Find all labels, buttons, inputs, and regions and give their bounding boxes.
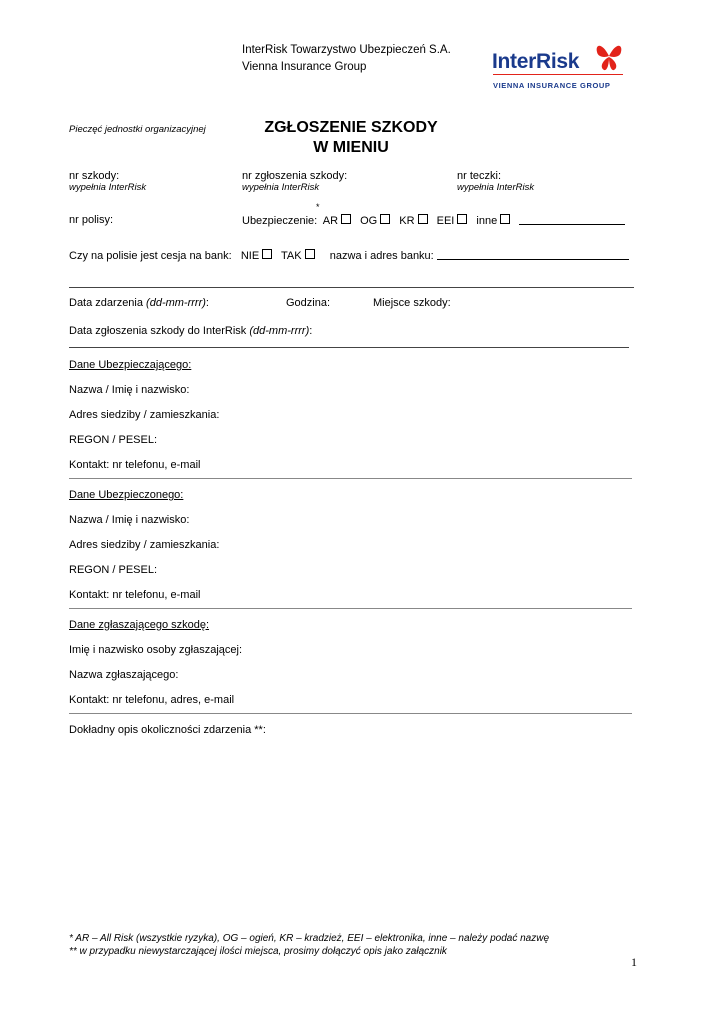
footnote-types: * AR – All Risk (wszystkie ryzyka), OG – ogień, KR – kradzież, EEI – elektronika, inne – należy podać nazwę [69, 933, 550, 944]
company-name: InterRisk Towarzystwo Ubezpieczeń S.A. [242, 44, 451, 56]
report-date-colon: : [309, 325, 313, 337]
option-eei-checkbox[interactable] [457, 214, 467, 224]
insurer-contact-label: Kontakt: nr telefonu, e-mail [69, 459, 201, 471]
folder-number-note: wypełnia InterRisk [457, 182, 535, 193]
option-other-checkbox[interactable] [500, 214, 510, 224]
report-number-label: nr zgłoszenia szkody: [242, 170, 348, 182]
claim-number-note: wypełnia InterRisk [69, 182, 147, 193]
option-ar-checkbox[interactable] [341, 214, 351, 224]
event-date-colon: : [205, 297, 209, 309]
event-time-label: Godzina: [286, 297, 331, 309]
insurer-address-label: Adres siedziby / zamieszkania: [69, 409, 220, 421]
option-kr-checkbox[interactable] [418, 214, 428, 224]
report-date-label [69, 325, 312, 337]
insured-heading: Dane Ubezpieczonego: [69, 489, 184, 501]
butterfly-logo-icon [594, 40, 624, 72]
insurance-type-row [242, 214, 625, 227]
event-place-label: Miejsce szkody: [373, 297, 451, 309]
form-title [220, 118, 482, 158]
reporter-contact-label: Kontakt: nr telefonu, adres, e-mail [69, 694, 235, 706]
option-other-field[interactable] [519, 224, 625, 225]
company-group: Vienna Insurance Group [242, 61, 367, 73]
logo-wordmark: InterRisk [492, 50, 580, 73]
insured-regon-label: REGON / PESEL: [69, 564, 158, 576]
divider-line [69, 608, 632, 609]
claim-number-label: nr szkody: [69, 170, 120, 182]
event-date-format: (dd-mm-rrrr) [146, 297, 206, 309]
cession-yes-checkbox[interactable] [305, 249, 315, 259]
cession-no-label: NIE [240, 250, 260, 262]
cession-yes-label: TAK [281, 250, 302, 262]
cession-question: Czy na polisie jest cesja na bank: [69, 250, 232, 262]
report-date-text: Data zgłoszenia szkody do InterRisk [69, 325, 250, 337]
bank-label: nazwa i adres banku: [329, 250, 434, 262]
logo-subtitle: VIENNA INSURANCE GROUP [493, 81, 611, 90]
description-label: Dokładny opis okoliczności zdarzenia **: [69, 724, 266, 736]
policy-number-label: nr polisy: [69, 214, 114, 226]
insured-address-label: Adres siedziby / zamieszkania: [69, 539, 220, 551]
asterisk-mark: * [316, 202, 320, 212]
divider-line [69, 347, 629, 348]
option-ar-label: AR [322, 215, 339, 227]
divider-line [69, 713, 632, 714]
bank-field[interactable] [437, 259, 629, 260]
insurance-type-label: Ubezpieczenie: [242, 215, 318, 227]
insured-name-label: Nazwa / Imię i nazwisko: [69, 514, 190, 526]
insured-contact-label: Kontakt: nr telefonu, e-mail [69, 589, 201, 601]
insurer-heading: Dane Ubezpieczającego: [69, 359, 192, 371]
company-logo [492, 40, 626, 92]
cession-no-checkbox[interactable] [262, 249, 272, 259]
page-number: 1 [631, 955, 637, 969]
divider-line [69, 287, 634, 288]
report-date-format: (dd-mm-rrrr) [249, 325, 310, 337]
form-title-line1: ZGŁOSZENIE SZKODY [264, 119, 438, 136]
option-other-label: inne [476, 215, 498, 227]
insurer-regon-label: REGON / PESEL: [69, 434, 158, 446]
event-date-label [69, 297, 209, 309]
footnote-attachment: ** w przypadku niewystarczającej ilości miejsca, prosimy dołączyć opis jako załącznik [69, 946, 447, 957]
logo-divider [493, 74, 623, 75]
option-eei-label: EEI [436, 215, 455, 227]
option-kr-label: KR [399, 215, 415, 227]
option-og-checkbox[interactable] [380, 214, 390, 224]
reporter-heading: Dane zgłaszającego szkodę: [69, 619, 210, 631]
reporter-name-label: Nazwa zgłaszającego: [69, 669, 179, 681]
reporter-person-label: Imię i nazwisko osoby zgłaszającej: [69, 644, 243, 656]
stamp-label: Pieczęć jednostki organizacyjnej [69, 124, 206, 135]
folder-number-label: nr teczki: [457, 170, 502, 182]
cession-row [69, 249, 629, 262]
form-title-line2: W MIENIU [313, 139, 389, 156]
event-date-text: Data zdarzenia [69, 297, 147, 309]
report-number-note: wypełnia InterRisk [242, 182, 320, 193]
divider-line [69, 478, 632, 479]
option-og-label: OG [360, 215, 378, 227]
insurer-name-label: Nazwa / Imię i nazwisko: [69, 384, 190, 396]
